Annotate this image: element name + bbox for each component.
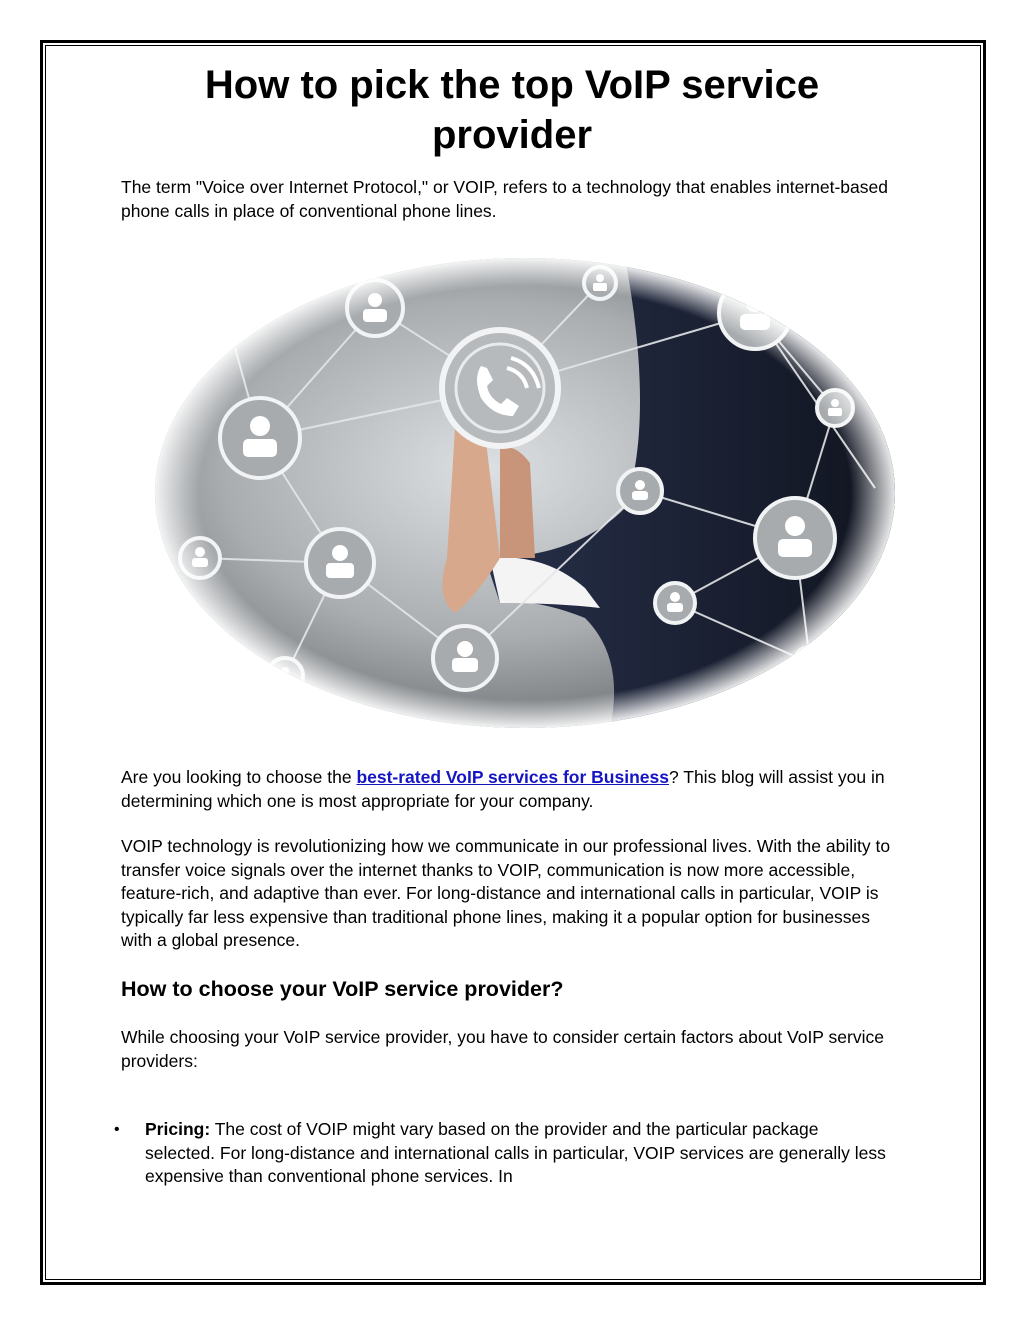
bullet-icon: • — [114, 1121, 120, 1138]
factors-list — [112, 1118, 892, 1189]
network-phone-icon — [155, 258, 895, 728]
looking-text-before: Are you looking to choose the — [121, 767, 357, 787]
looking-text-after: ? This blog will assist you in determining which one is most appropriate for your company. — [121, 767, 885, 811]
voip-technology-paragraph: VOIP technology is revolutionizing how we communicate in our professional lives. With the ability to transfer voice signals over the internet thanks to VOIP, communication is now more accessible, feature-rich, and adaptive than ever. For long-distance and international calls in particular, VOIP is typically far less expensive than traditional phone lines, making it a popular option for businesses with a global presence. — [121, 836, 891, 950]
voip-network-illustration — [155, 258, 895, 728]
looking-paragraph — [121, 766, 896, 813]
section-heading: How to choose your VoIP service provider? — [121, 977, 564, 1001]
list-item — [112, 1118, 892, 1189]
best-rated-voip-link[interactable]: best-rated VoIP services for Business — [356, 767, 669, 787]
bullet-text: The cost of VOIP might vary based on the provider and the particular package selected. For long-distance and international calls in particular, VOIP services are generally less expensive than conventional phone services. In — [145, 1119, 886, 1186]
bullet-label: Pricing: — [145, 1119, 211, 1139]
intro-paragraph: The term "Voice over Internet Protocol," or VOIP, refers to a technology that enables internet-based phone calls in place of conventional phone lines. — [121, 177, 888, 221]
page-title: How to pick the top VoIP service provider — [204, 63, 820, 157]
factors-paragraph: While choosing your VoIP service provider, you have to consider certain factors about VoIP service providers: — [121, 1027, 884, 1071]
